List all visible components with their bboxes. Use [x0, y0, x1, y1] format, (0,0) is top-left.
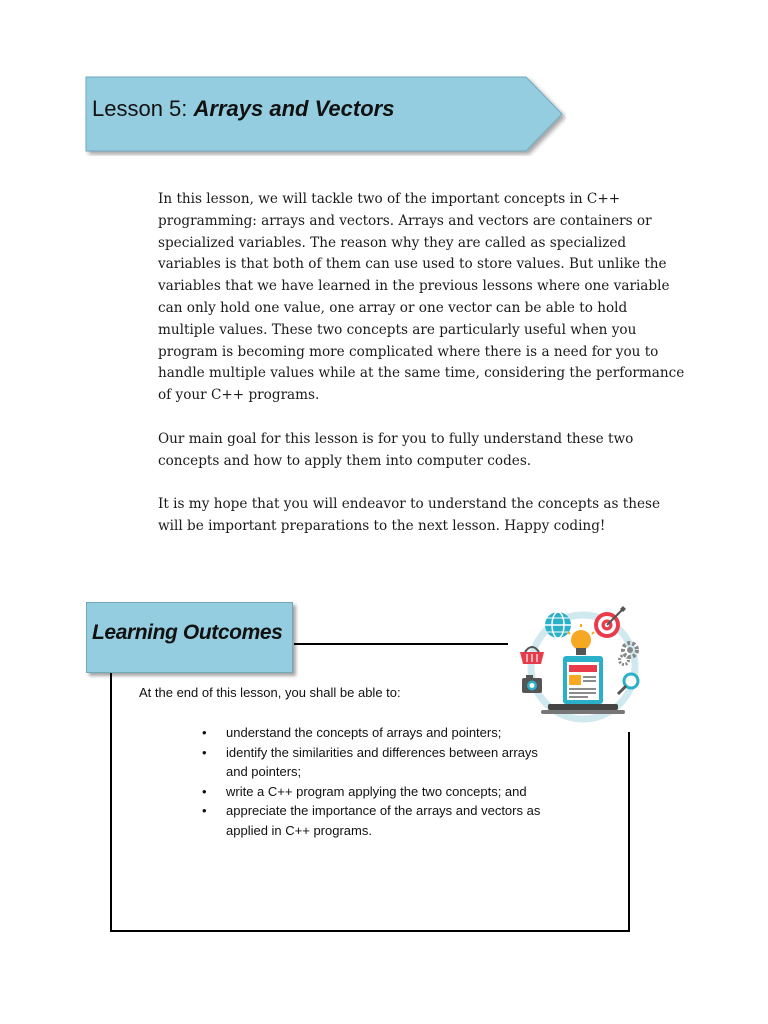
bullet: • — [202, 744, 207, 760]
lesson-introduction — [158, 189, 688, 560]
outcome-text: understand the concepts of arrays and pointers; — [226, 725, 502, 740]
intro-paragraph: In this lesson, we will tackle two of the important concepts in C++ programming: arrays and vectors. Arrays and vectors are containers or specialized variables. The reason why they are called as specialized variables is that both of them can use used to store values. But unlike the variables that we have learned in the previous lessons where one variable can only hold one value, one array or one vector can be able to hold multiple values. These two concepts are particularly useful when you program is becoming more complicated where there is a need for you to handle multiple values while at the same time, considering the performance of your C++ programs. — [158, 191, 685, 404]
bullet: • — [202, 803, 207, 818]
lesson-name: Arrays and Vectors — [193, 96, 395, 121]
outcome-text: identify the similarities and differences between arrays and pointers; — [226, 744, 538, 779]
outcome-item — [202, 801, 562, 840]
illustration-svg — [508, 592, 654, 732]
outcome-text: write a C++ program applying the two concepts; and — [226, 783, 527, 799]
outcome-text: appreciate the importance of the arrays and vectors as applied in C++ programs. — [226, 803, 541, 838]
lesson-banner — [82, 74, 566, 156]
outcomes-intro: At the end of this lesson, you shall be able to: — [139, 685, 401, 700]
outcomes-tab — [86, 602, 293, 673]
outcome-item — [202, 743, 562, 782]
lesson-title — [92, 74, 394, 148]
bullet: • — [202, 725, 207, 740]
camera-icon — [522, 675, 542, 693]
laptop-icon — [541, 704, 625, 714]
intro-paragraph: It is my hope that you will endeavor to understand the concepts as these will be important preparations to the next lesson. Happy coding! — [158, 496, 661, 534]
bullet: • — [202, 783, 207, 799]
lesson-number: Lesson 5: — [92, 96, 194, 121]
globe-icon — [545, 612, 571, 638]
lightbulb-icon — [568, 624, 594, 655]
outcomes-header-rule — [294, 643, 524, 645]
tech-illustration — [508, 592, 654, 732]
intro-paragraph: Our main goal for this lesson is for you to fully understand these two concepts and how to apply them into computer codes. — [158, 430, 634, 469]
outcomes-title: Learning Outcomes — [92, 621, 283, 644]
outcomes-list — [202, 723, 562, 840]
outcome-item — [202, 782, 562, 802]
monitor-icon — [563, 656, 603, 704]
